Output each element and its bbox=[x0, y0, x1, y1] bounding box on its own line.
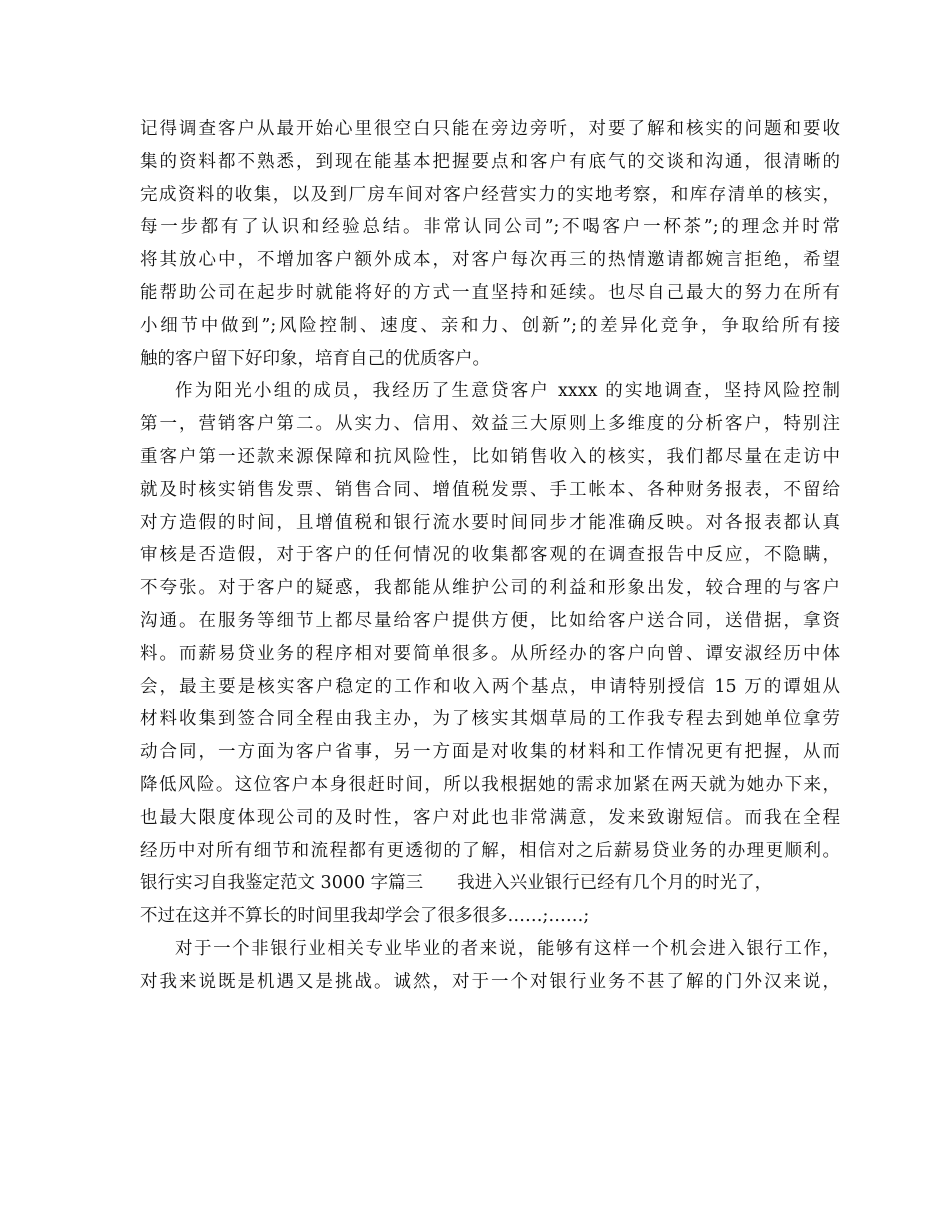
text-line: 将其放心中，不增加客户额外成本，对客户每次再三的热情邀请都婉言拒绝，希望 bbox=[140, 250, 840, 271]
text-line: 能帮助公司在起步时就能将好的方式一直坚持和延续。也尽自己最大的努力在所有 bbox=[140, 282, 840, 303]
text-line: 对方造假的时间，且增值税和银行流水要时间同步才能准确反映。对各报表都认真 bbox=[140, 512, 840, 533]
text-line: 完成资料的收集，以及到厂房车间对客户经营实力的实地考察，和库存清单的核实， bbox=[140, 184, 840, 205]
section-heading: 银行实习自我鉴定范文 3000 字篇三 bbox=[140, 873, 424, 894]
text-line: 重客户第一还款来源保障和抗风险性，比如销售收入的核实，我们都尽量在走访中 bbox=[140, 446, 840, 467]
text-line: 不夸张。对于客户的疑惑，我都能从维护公司的利益和形象出发，较合理的与客户 bbox=[140, 578, 840, 599]
paragraph-2 bbox=[140, 375, 840, 867]
text-line: 审核是否造假，对于客户的任何情况的收集都客观的在调查报告中反应，不隐瞒， bbox=[140, 545, 840, 566]
text-line: 集的资料都不熟悉，到现在能基本把握要点和客户有底气的交谈和沟通，很清晰的 bbox=[140, 151, 840, 172]
text-line: 每一步都有了认识和经验总结。非常认同公司”;不喝客户一杯茶”;的理念并时常 bbox=[140, 217, 840, 238]
text-line: 不过在这并不算长的时间里我却学会了很多很多……;……; bbox=[140, 906, 590, 927]
text-line: 对于一个非银行业相关专业毕业的者来说，能够有这样一个机会进入银行工作， bbox=[175, 938, 840, 959]
text-line: 材料收集到签合同全程由我主办，为了核实其烟草局的工作我专程去到她单位拿劳 bbox=[140, 709, 840, 730]
text-line: 就及时核实销售发票、销售合同、增值税发票、手工帐本、各种财务报表，不留给 bbox=[140, 479, 840, 500]
text-line: 小细节中做到”;风险控制、速度、亲和力、创新”;的差异化竞争，争取给所有接 bbox=[140, 315, 840, 336]
text-line: 降低风险。这位客户本身很赶时间，所以我根据她的需求加紧在两天就为她办下来， bbox=[140, 774, 840, 795]
text-line: 记得调查客户从最开始心里很空白只能在旁边旁听，对要了解和核实的问题和要收 bbox=[140, 119, 840, 139]
text-line: 沟通。在服务等细节上都尽量给客户提供方便，比如给客户送合同，送借据，拿资 bbox=[140, 610, 840, 631]
paragraph-3 bbox=[140, 867, 840, 933]
text-line: 对我来说既是机遇又是挑战。诚然，对于一个对银行业务不甚了解的门外汉来说， bbox=[140, 971, 840, 992]
text-line: 料。而薪易贷业务的程序相对要简单很多。从所经办的客户向曾、谭安淑经历中体 bbox=[140, 643, 840, 664]
paragraph-1 bbox=[140, 113, 840, 375]
section-lead-text: 我进入兴业银行已经有几个月的时光了， bbox=[457, 873, 773, 894]
text-line: 触的客户留下好印象，培育自己的优质客户。 bbox=[140, 348, 490, 369]
text-line: 第一，营销客户第二。从实力、信用、效益三大原则上多维度的分析客户，特别注 bbox=[140, 414, 840, 435]
text-line: 也最大限度体现公司的及时性，客户对此也非常满意，发来致谢短信。而我在全程 bbox=[140, 807, 840, 828]
text-line: 动合同，一方面为客户省事，另一方面是对收集的材料和工作情况更有把握，从而 bbox=[140, 742, 840, 763]
document-body bbox=[140, 113, 840, 999]
text-line: 经历中对所有细节和流程都有更透彻的了解，相信对之后薪易贷业务的办理更顺利。 bbox=[140, 840, 840, 861]
text-line: 作为阳光小组的成员，我经历了生意贷客户 xxxx 的实地调查，坚持风险控制 bbox=[175, 381, 840, 402]
section-heading-line bbox=[140, 867, 840, 900]
text-line: 会，最主要是核实客户稳定的工作和收入两个基点，申请特别授信 15 万的谭姐从 bbox=[140, 676, 840, 697]
paragraph-4 bbox=[140, 933, 840, 999]
